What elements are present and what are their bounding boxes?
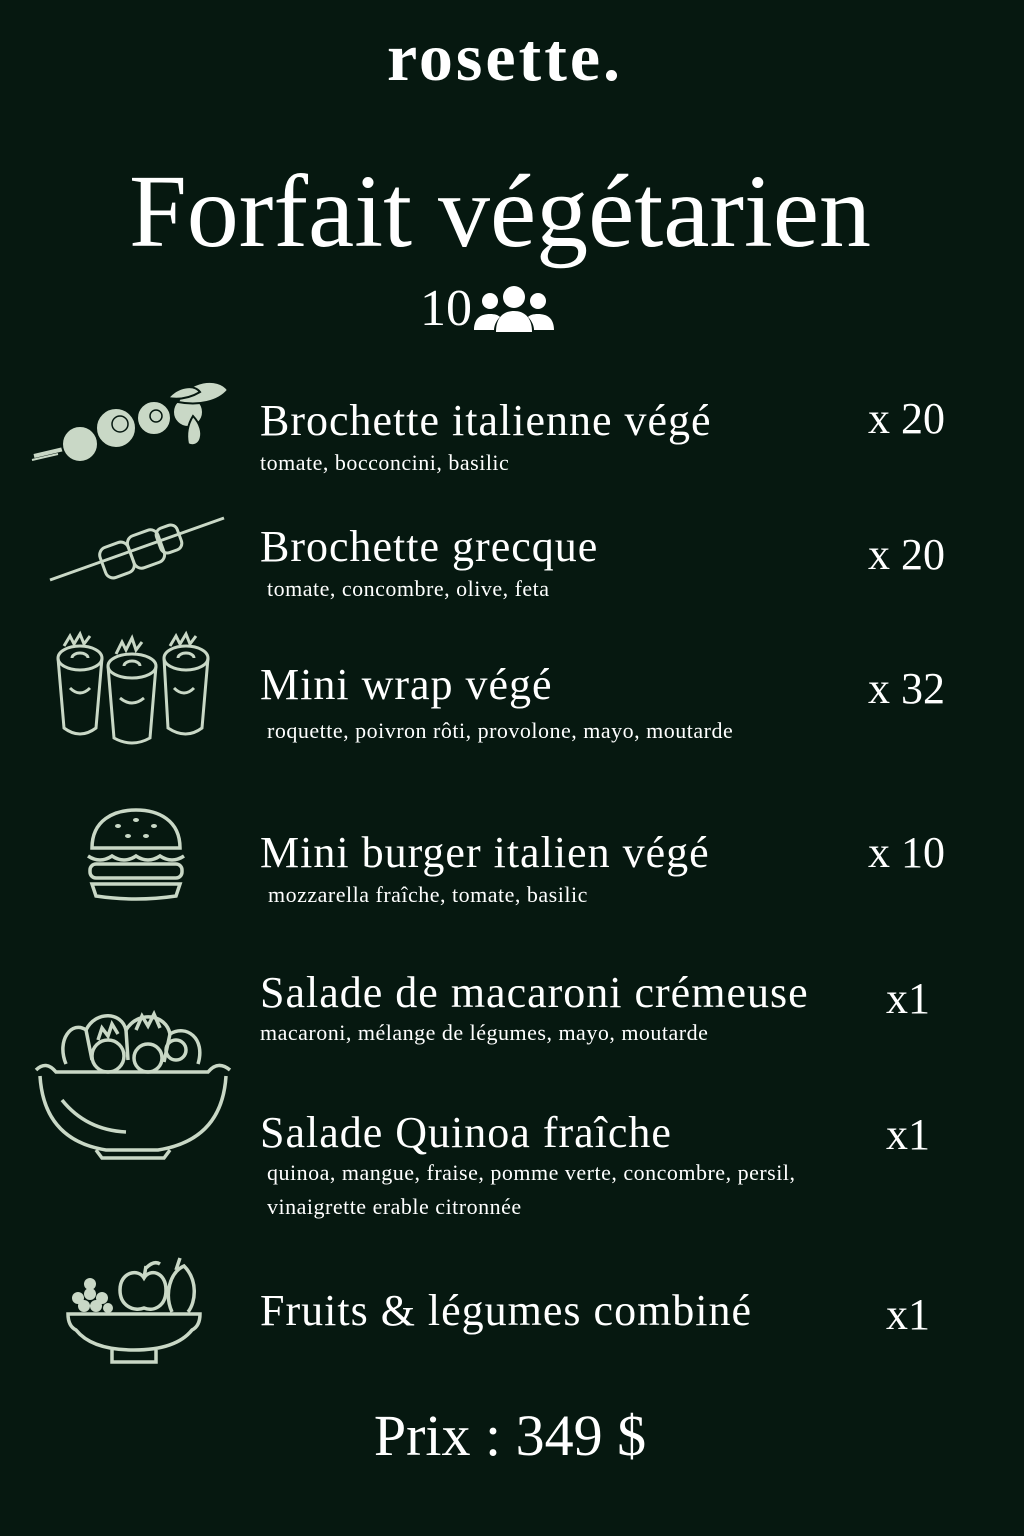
item-name: Brochette italienne végé [260, 396, 712, 445]
item-description: mozzarella fraîche, tomate, basilic [268, 882, 588, 907]
price: Prix : 349 $ [373, 1403, 647, 1468]
brand-logo: rosette. [386, 19, 624, 95]
item-quantity: x1 [886, 1290, 930, 1339]
item-quantity: x 10 [868, 828, 945, 877]
page-title: Forfait végétarien [128, 154, 872, 269]
item-name: Mini wrap végé [260, 660, 553, 709]
item-quantity: x 32 [868, 664, 945, 713]
item-name: Fruits & légumes combiné [260, 1286, 753, 1335]
item-description: macaroni, mélange de légumes, mayo, moutarde [260, 1020, 709, 1045]
wraps-icon [50, 628, 220, 748]
item-description: roquette, poivron rôti, provolone, mayo, moutarde [267, 718, 734, 743]
greek-skewer-icon [44, 510, 234, 590]
guest-count [420, 278, 558, 338]
item-name: Salade de macaroni crémeuse [260, 968, 809, 1017]
item-name: Brochette grecque [260, 522, 599, 571]
guest-count-number: 10 [420, 279, 472, 337]
burger-icon [84, 806, 188, 902]
caprese-skewer-icon [28, 372, 238, 472]
item-description: tomate, concombre, olive, feta [267, 576, 550, 601]
fruit-bowl-icon [64, 1250, 206, 1370]
item-quantity: x 20 [868, 530, 945, 579]
item-name: Mini burger italien végé [260, 828, 710, 877]
salad-bowl-icon [26, 990, 238, 1160]
item-quantity: x1 [886, 974, 930, 1023]
people-group-icon [470, 284, 558, 334]
item-description: tomate, bocconcini, basilic [260, 450, 510, 475]
item-description: quinoa, mangue, fraise, pomme verte, concombre, persil, vinaigrette erable citronnée [267, 1160, 796, 1219]
item-name: Salade Quinoa fraîche [260, 1108, 672, 1157]
item-quantity: x 20 [868, 394, 945, 443]
item-quantity: x1 [886, 1110, 930, 1159]
